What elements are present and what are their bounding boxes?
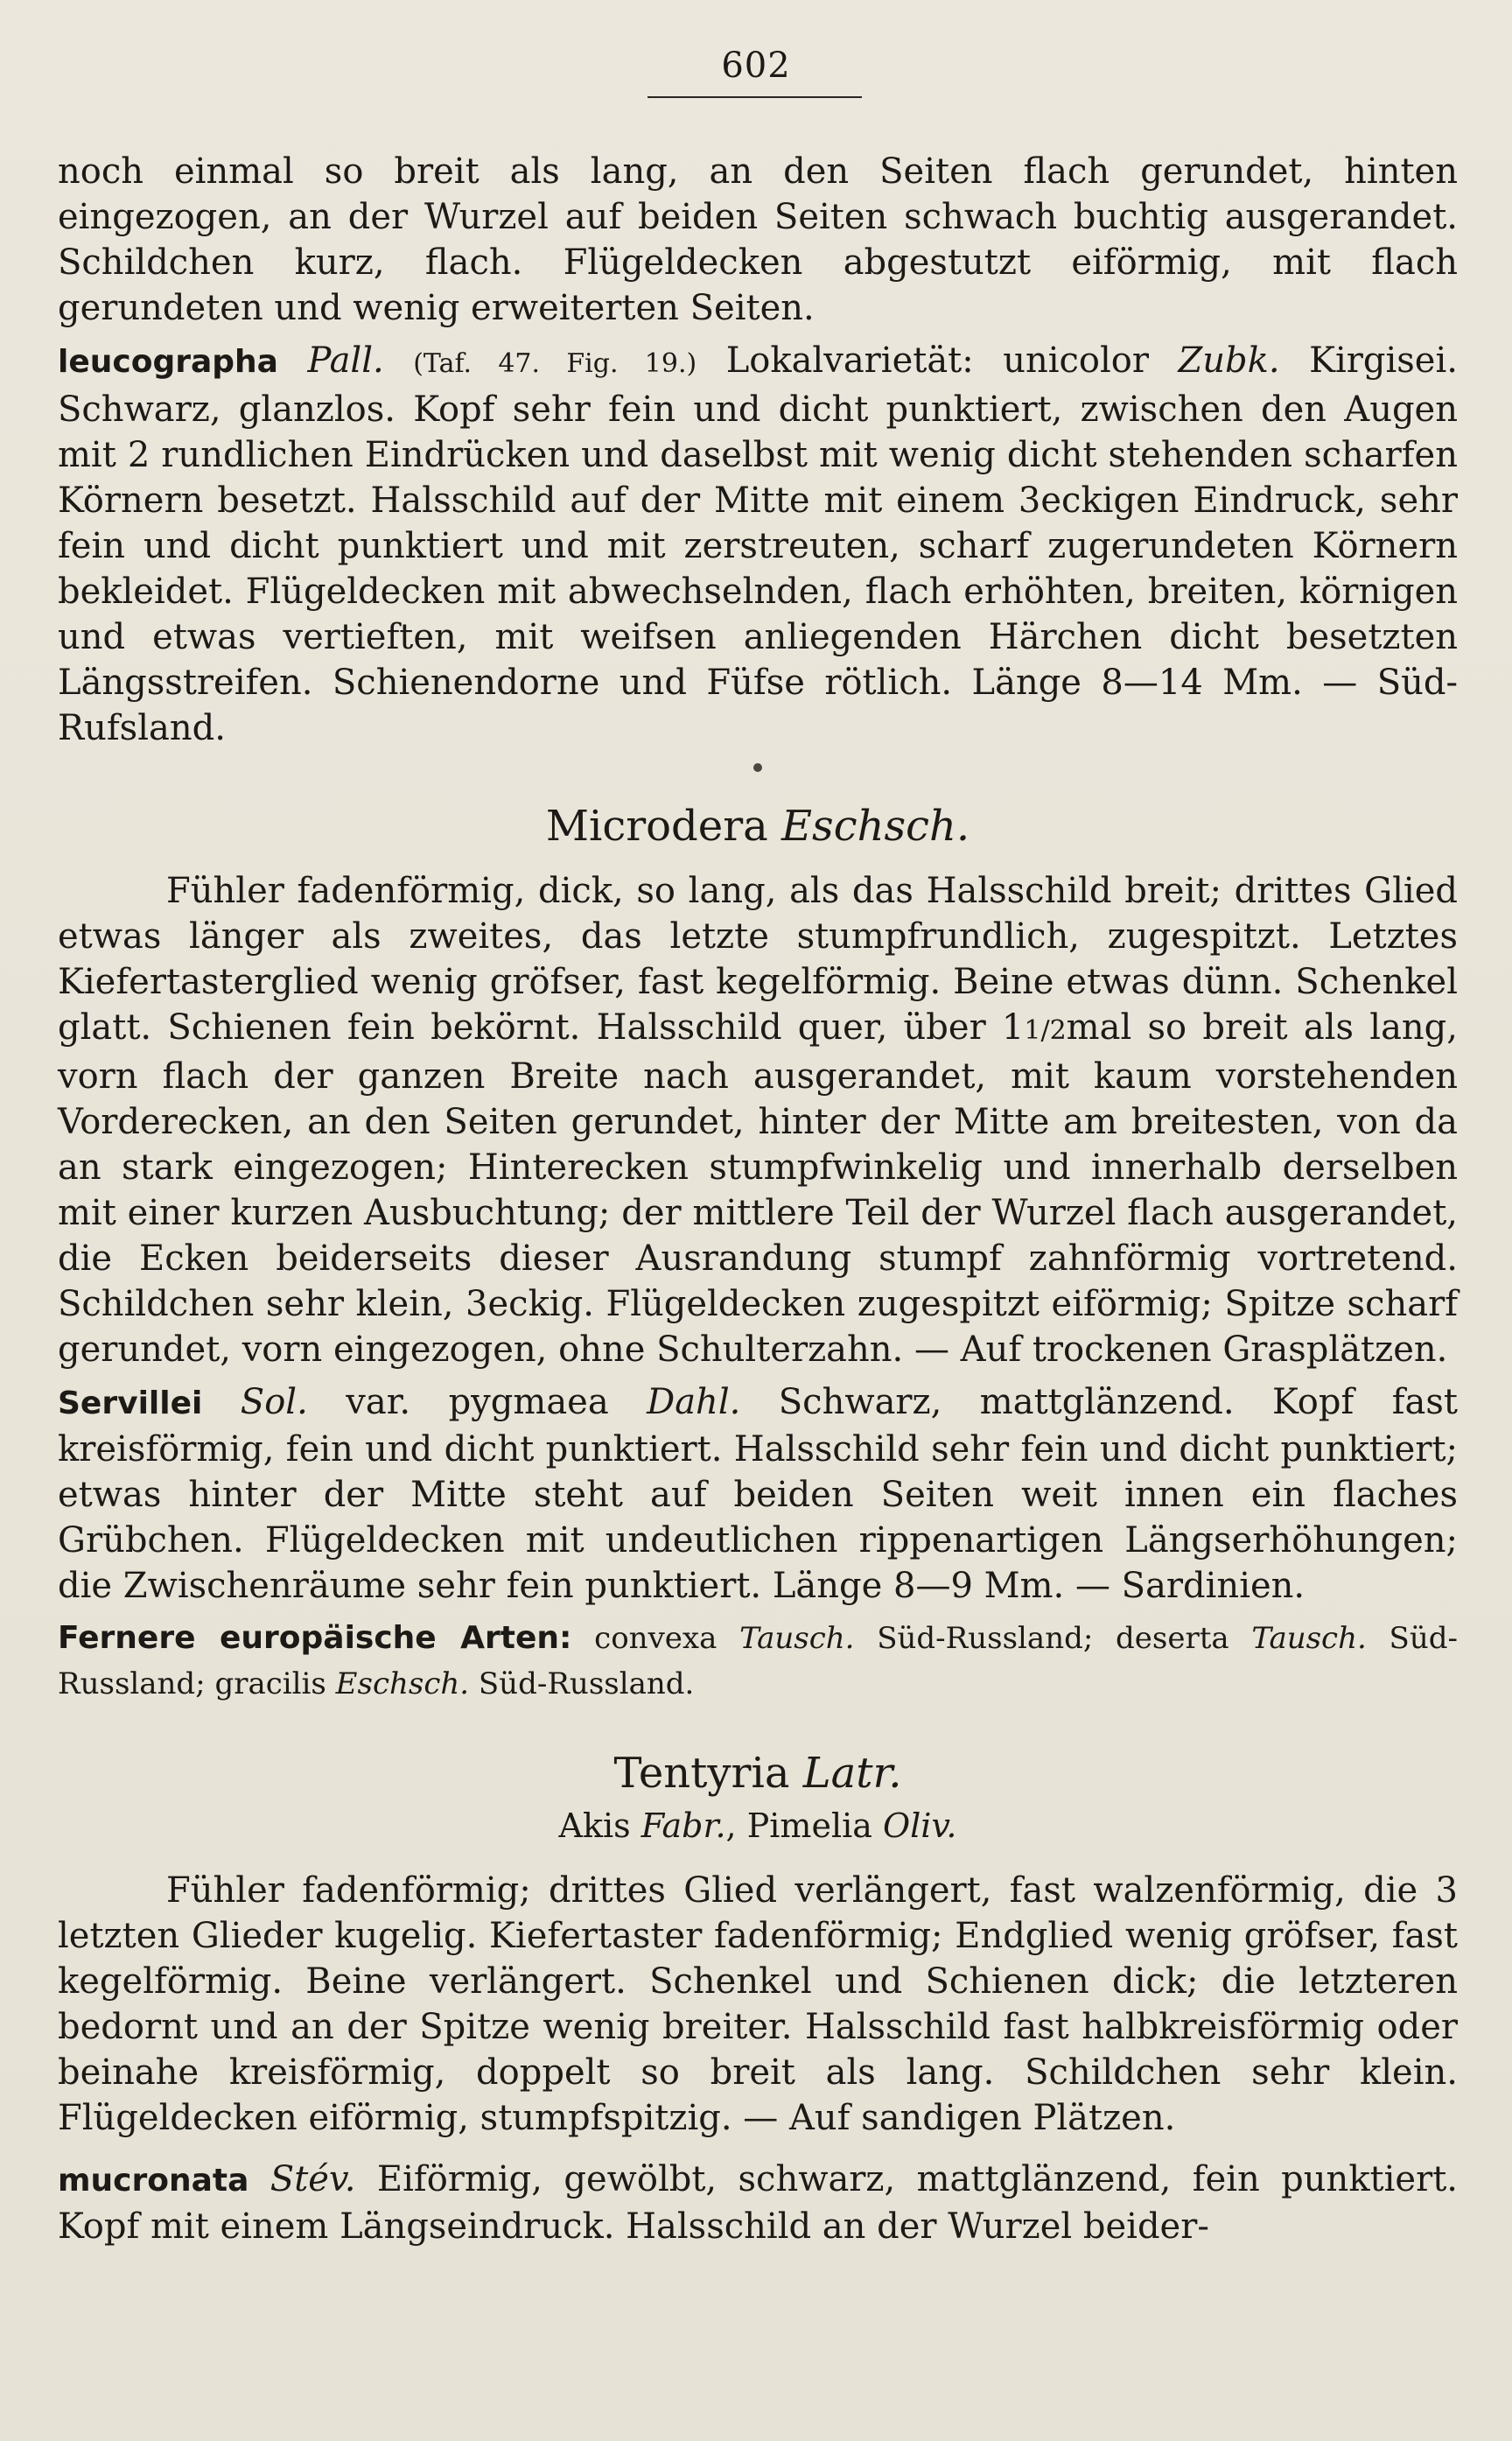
further-text-3: Süd-Russland; gracilis <box>58 1621 1458 1701</box>
ink-dot <box>753 763 762 772</box>
species-entry-mucronata <box>58 2157 1458 2249</box>
genus-description-microdera <box>58 868 1458 1372</box>
variety-text: Lokalvarietät: unicolor <box>696 340 1179 381</box>
variety-author: Dahl. <box>647 1382 741 1422</box>
species-description: Eiförmig, gewölbt, schwarz, mattglänzend, fein punktiert. Kopf mit einem Längseindruck. Halsschild an der Wurzel beider- <box>58 2159 1459 2247</box>
further-author-1: Tausch. <box>739 1621 855 1656</box>
genus-synonyms <box>58 1803 1458 1848</box>
species-entry-servillei <box>58 1379 1458 1609</box>
variety-author: Zubk. <box>1178 340 1280 381</box>
variety-text: var. pygmaea <box>307 1382 648 1422</box>
variety-locality: Kirgisei. <box>1279 340 1458 381</box>
further-author-2: Tausch. <box>1251 1621 1367 1656</box>
species-author: Stév. <box>270 2159 356 2199</box>
genus-heading-tentyria <box>58 1747 1458 1799</box>
genus-heading-microdera <box>58 800 1458 852</box>
description-fraction: 1/2 <box>1024 1015 1067 1046</box>
synonym-1-author: Fabr. <box>640 1806 726 1845</box>
synonym-2: , Pimelia <box>725 1806 883 1845</box>
species-author: Pall. <box>307 340 384 381</box>
plate-reference: (Taf. 47. Fig. 19.) <box>413 348 697 379</box>
genus-author: Latr. <box>802 1749 902 1798</box>
further-author-3: Eschsch. <box>335 1666 470 1701</box>
further-text-2: Süd-Russland; deserta <box>854 1621 1252 1656</box>
genus-title: Tentyria <box>613 1749 790 1798</box>
species-author: Sol. <box>240 1382 308 1422</box>
species-description: Schwarz, glanzlos. Kopf sehr fein und dicht punktiert, zwischen den Augen mit 2 rundlichen Eindrücken und daselbst mit wenig dicht stehenden scharfen Körnern besetzt. Halsschild auf der Mitte mit einem 3eckigen Eindruck, sehr fein und dicht punktiert und mit zerstreuten, scharf zugerundeten Körnern bekleidet. Flügeldecken mit abwechselnden, flach erhöhten, breiten, körnigen und etwas vertieften, mit weifsen anliegenden Härchen dicht besetzten Längsstreifen. Schienendorne und Füfse rötlich. Länge 8—14 Mm. — Süd-Rufsland. <box>58 389 1458 748</box>
paragraph-continuation: noch einmal so breit als lang, an den Seiten flach gerundet, hinten eingezogen, an der Wurzel auf beiden Seiten schwach buchtig ausgerandet. Schildchen kurz, flach. Flügeldecken abgestutzt eiförmig, mit flach gerundeten und wenig erweiterten Seiten. <box>58 151 1458 328</box>
species-name: leucographa <box>58 344 278 380</box>
further-species <box>58 1616 1458 1707</box>
species-entry-leucographa <box>58 338 1458 751</box>
description-part-b: mal so breit als lang, vorn flach der ganzen Breite nach ausgerandet, mit kaum vorstehenden Vorderecken, an den Seiten gerundet, hinter der Mitte am breitesten, von da an stark eingezogen; Hinterecken stumpfwinkelig und innerhalb derselben mit einer kurzen Ausbuchtung; der mittlere Teil der Wurzel flach ausgerandet, die Ecken beiderseits dieser Ausrandung stumpf zahnförmig vortretend. Schildchen sehr klein, 3eckig. Flügeldecken zugespitzt eiförmig; Spitze scharf gerundet, vorn eingezogen, ohne Schulterzahn. — Auf trockenen Grasplätzen. <box>58 1007 1458 1370</box>
genus-title: Microdera <box>545 802 768 851</box>
species-description: Schwarz, mattglänzend. Kopf fast kreisförmig, fein und dicht punktiert. Halsschild sehr fein und dicht punktiert; etwas hinter der Mitte steht auf beiden Seiten weit innen ein flaches Grübchen. Flügeldecken mit undeutlichen rippenartigen Längserhöhungen; die Zwischenräume sehr fein punktiert. Länge 8—9 Mm. — Sardinien. <box>58 1382 1458 1606</box>
header-rule <box>648 96 862 98</box>
genus-author: Eschsch. <box>781 802 970 851</box>
description-part-a: Fühler fadenförmig, dick, so lang, als das Halsschild breit; drittes Glied etwas länger als zweites, das letzte stumpfrundlich, zugespitzt. Letztes Kiefertasterglied wenig gröfser, fast kegelförmig. Beine etwas dünn. Schenkel glatt. Schienen fein bekörnt. Halsschild quer, über 1 <box>58 871 1458 1048</box>
further-text-4: Süd-Russland. <box>469 1666 695 1701</box>
further-species-label: Fernere europäische Arten: <box>58 1620 572 1656</box>
genus-description-tentyria: Fühler fadenförmig; drittes Glied verlängert, fast walzenförmig, die 3 letzten Glieder kugelig. Kiefertaster fadenförmig; Endglied wenig gröfser, fast kegelförmig. Beine verlängert. Schenkel und Schienen dick; die letzteren bedornt und an der Spitze wenig breiter. Halsschild fast halbkreisförmig oder beinahe kreisförmig, doppelt so breit als lang. Schildchen sehr klein. Flügeldecken eiförmig, stumpfspitzig. — Auf sandigen Plätzen. <box>58 1870 1458 2138</box>
further-text-1: convexa <box>571 1621 740 1656</box>
page-number: 602 <box>721 46 791 86</box>
species-name: mucronata <box>58 2163 249 2199</box>
synonym-1: Akis <box>558 1806 641 1845</box>
synonym-2-author: Oliv. <box>883 1806 957 1845</box>
species-name: Servillei <box>58 1385 203 1421</box>
page-body <box>58 149 1458 2249</box>
